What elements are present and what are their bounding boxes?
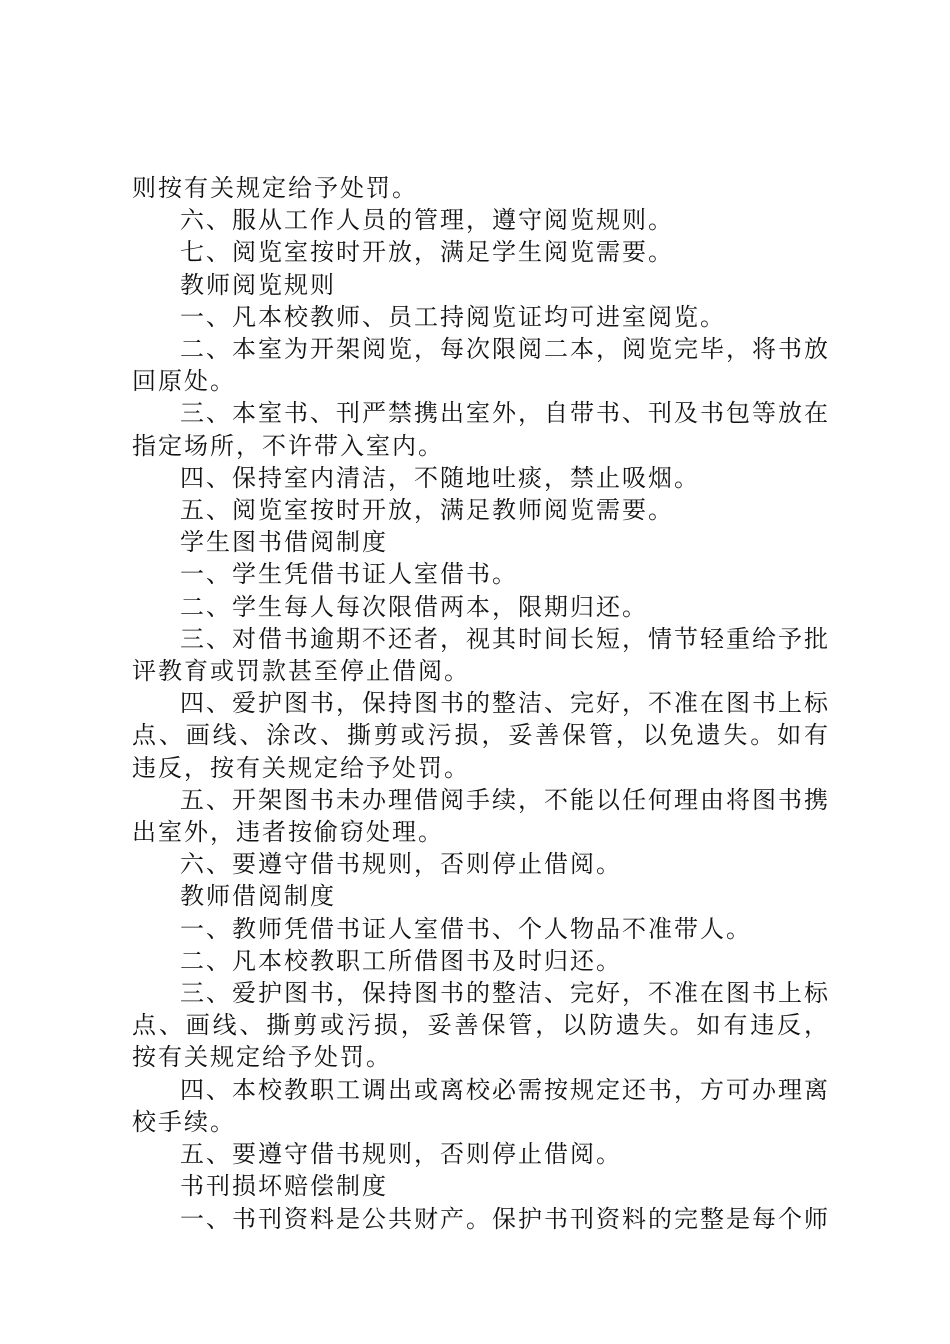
document-body (132, 172, 830, 1235)
paragraph-7: 四、保持室内清洁，不随地吐痰，禁止吸烟。 (180, 463, 700, 492)
paragraph-21: 五、要遵守借书规则，否则停止借阅。 (180, 1140, 622, 1169)
paragraph-12: 三、对借书逾期不还者，视其时间长短，情节轻重给予批评教育或罚款甚至停止借阅。 (132, 624, 830, 686)
paragraph-11: 二、学生每人每次限借两本，限期归还。 (180, 592, 648, 621)
paragraph-18: 二、凡本校教职工所借图书及时归还。 (180, 946, 622, 975)
paragraph-6: 三、本室书、刊严禁携出室外，自带书、刊及书包等放在指定场所，不许带入室内。 (132, 399, 830, 460)
section-heading-teacher-reading-rules: 教师阅览规则 (180, 270, 336, 299)
paragraph-23: 一、书刊资料是公共财产。保护书刊资料的完整是每个师 (180, 1204, 830, 1233)
paragraph-5: 二、本室为开架阅览，每次限阅二本，阅览完毕，将书放回原处。 (132, 335, 830, 396)
paragraph-10: 一、学生凭借书证人室借书。 (180, 560, 518, 589)
paragraph-2: 七、阅览室按时开放，满足学生阅览需要。 (180, 238, 674, 267)
section-heading-student-borrowing: 学生图书借阅制度 (180, 528, 388, 557)
paragraph-0: 则按有关规定给予处罚。 (132, 174, 418, 202)
paragraph-17: 一、教师凭借书证人室借书、个人物品不准带人。 (180, 914, 752, 943)
paragraph-8: 五、阅览室按时开放，满足教师阅览需要。 (180, 496, 674, 525)
paragraph-13: 四、爱护图书，保持图书的整洁、完好，不准在图书上标点、画线、涂改、撕剪或污损，妥善保管，以免遗失。如有违反，按有关规定给予处罚。 (132, 689, 830, 782)
paragraph-4: 一、凡本校教师、员工持阅览证均可进室阅览。 (180, 302, 726, 331)
section-heading-teacher-borrowing: 教师借阅制度 (180, 882, 336, 911)
paragraph-1: 六、服从工作人员的管理，遵守阅览规则。 (180, 206, 674, 235)
paragraph-14: 五、开架图书未办理借阅手续，不能以任何理由将图书携出室外，违者按偷窃处理。 (132, 785, 830, 847)
paragraph-19: 三、爱护图书，保持图书的整洁、完好，不准在图书上标点、画线、撕剪或污损，妥善保管，以防遗失。如有违反，按有关规定给予处罚。 (132, 979, 830, 1072)
paragraph-15: 六、要遵守借书规则，否则停止借阅。 (180, 850, 622, 879)
paragraph-20: 四、本校教职工调出或离校必需按规定还书，方可办理离校手续。 (132, 1075, 830, 1136)
section-heading-damage-compensation: 书刊损坏赔偿制度 (180, 1172, 388, 1201)
